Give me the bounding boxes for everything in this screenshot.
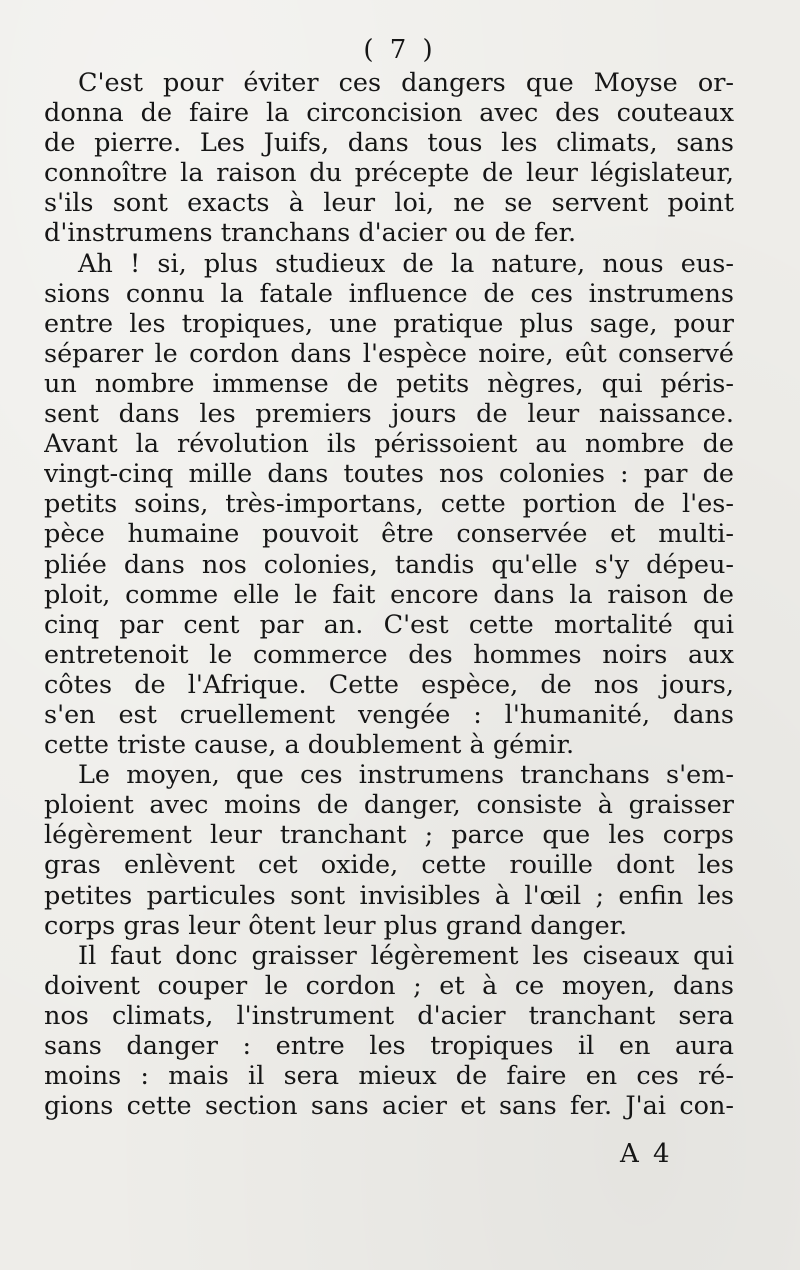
- text-line: s'en est cruellement vengée : l'humanité, dans: [44, 699, 734, 730]
- text-line: ploient avec moins de danger, consiste à graisser: [44, 790, 734, 821]
- text-line: gions cette section sans acier et sans fer. J'ai con-: [44, 1091, 734, 1122]
- text-line: Ah ! si, plus studieux de la nature, nous eus-: [78, 248, 734, 279]
- text-line: côtes de l'Afrique. Cette espèce, de nos jours,: [44, 669, 734, 700]
- paragraph-3: [44, 760, 734, 941]
- text-line: nos climats, l'instrument d'acier tranchant sera: [44, 1000, 734, 1031]
- text-line: connoître la raison du précepte de leur législateur,: [44, 158, 734, 189]
- text-line: sions connu la fatale influence de ces instrumens: [44, 278, 734, 309]
- text-line: sent dans les premiers jours de leur naissance.: [44, 399, 734, 430]
- text-line: légèrement leur tranchant ; parce que les corps: [44, 820, 734, 851]
- text-line: Il faut donc graisser légèrement les ciseaux qui: [78, 940, 734, 971]
- text-line: ploit, comme elle le fait encore dans la raison de: [44, 579, 734, 610]
- text-line: s'ils sont exacts à leur loi, ne se servent point: [44, 188, 734, 219]
- text-line: séparer le cordon dans l'espèce noire, eût conservé: [44, 338, 734, 369]
- text-line: moins : mais il sera mieux de faire en ces ré-: [44, 1061, 734, 1092]
- text-line: C'est pour éviter ces dangers que Moyse or-: [78, 68, 734, 98]
- paragraph-4: [44, 941, 734, 1122]
- text-line: doivent couper le cordon ; et à ce moyen, dans: [44, 970, 734, 1001]
- text-line: corps gras leur ôtent leur plus grand danger.: [44, 910, 628, 941]
- text-line: un nombre immense de petits nègres, qui péris-: [44, 368, 734, 399]
- text-line: petites particules sont invisibles à l'œil ; enfin les: [44, 880, 734, 911]
- text-line: vingt-cinq mille dans toutes nos colonies : par de: [44, 459, 734, 490]
- text-line: donna de faire la circoncision avec des couteaux: [44, 98, 734, 129]
- text-line: cinq par cent par an. C'est cette mortalité qui: [44, 609, 734, 640]
- text-line: de pierre. Les Juifs, dans tous les climats, sans: [44, 128, 734, 159]
- paragraph-1: [44, 68, 734, 249]
- text-line: Avant la révolution ils périssoient au nombre de: [44, 429, 734, 460]
- text-line: petits soins, très-importans, cette portion de l'es-: [44, 489, 734, 520]
- text-line: entretenoit le commerce des hommes noirs aux: [44, 639, 734, 670]
- text-line: entre les tropiques, une pratique plus sage, pour: [44, 308, 734, 339]
- text-line: gras enlèvent cet oxide, cette rouille dont les: [44, 850, 734, 881]
- text-line: pliée dans nos colonies, tandis qu'elle s'y dépeu-: [44, 549, 734, 580]
- text-line: d'instrumens tranchans d'acier ou de fer.: [44, 218, 577, 249]
- page-number: ( 7 ): [363, 35, 437, 65]
- paragraph-2: [44, 249, 734, 761]
- text-line: cette triste cause, a doublement à gémir.: [44, 730, 575, 761]
- text-line: pèce humaine pouvoit être conservée et multi-: [44, 519, 734, 550]
- body-text: [44, 68, 734, 1121]
- text-line: Le moyen, que ces instrumens tranchans s'em-: [78, 760, 734, 791]
- text-line: sans danger : entre les tropiques il en aura: [44, 1031, 734, 1061]
- signature-mark: A 4: [620, 1139, 673, 1169]
